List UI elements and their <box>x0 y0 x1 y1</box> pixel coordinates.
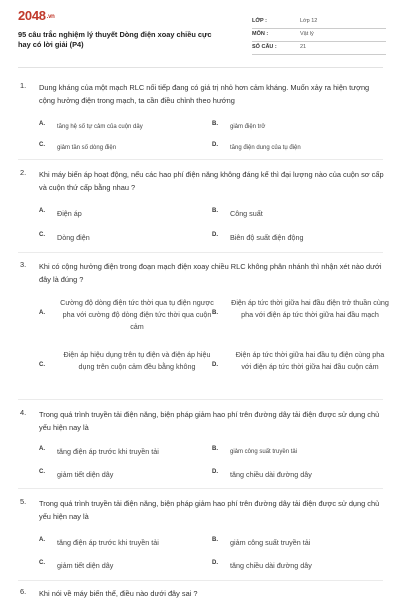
question-5 <box>20 497 385 577</box>
option-letter: D. <box>212 560 218 566</box>
option-text: giảm tiết diện dây <box>57 561 114 570</box>
meta-class-label: LỚP : <box>252 18 267 24</box>
option-letter: C. <box>39 362 45 368</box>
option-text: Công suất <box>230 209 263 218</box>
question-text: Dung kháng của một mạch RLC nối tiếp đang có giá trị nhỏ hơn cảm kháng. Muốn xảy ra hiện tượng cộng hưởng điện trong mạch, ta cần điều chỉnh theo hướng <box>39 83 370 105</box>
meta-subject-value: Vật lý <box>300 31 314 37</box>
option-text: Dòng điện <box>57 233 90 242</box>
option-letter: B. <box>212 446 218 452</box>
question-number: 1. <box>20 81 27 90</box>
question-number: 4. <box>20 408 27 417</box>
option-letter: D. <box>212 232 218 238</box>
option-text: giảm tần số dòng điện <box>57 145 117 151</box>
option-text: Cường độ dòng điện tức thời qua tụ điện ngược pha với cường độ dòng điện tức thời qua cuộn cảm <box>60 298 214 331</box>
question-text: Trong quá trình truyền tải điện năng, biện pháp giảm hao phí trên đường dây tải điện được sử dụng chủ yếu hiện nay là <box>39 499 380 521</box>
meta-class <box>252 16 386 29</box>
question-1 <box>20 81 385 156</box>
option-text: giảm công suất truyền tải <box>230 538 311 547</box>
option-text: giảm điện trở <box>230 124 266 130</box>
question-2 <box>20 168 385 248</box>
option-text: giảm tiết diện dây <box>57 470 114 479</box>
question-text: Khi máy biến áp hoạt động, nếu các hao phí điện năng không đáng kể thì đại lượng nào của cuộn sơ cấp và cuộn thứ cấp bằng nhau ? <box>39 170 384 192</box>
option-text: tăng điện dung của tụ điện <box>230 145 301 151</box>
question-text: Khi nói về máy biến thế, điều nào dưới đây sai ? <box>39 589 198 598</box>
option-text: Điện áp tức thời giữa hai đầu tụ điện cùng pha với điện áp tức thời giữa hai đầu cuộn cảm <box>235 350 385 371</box>
question-divider <box>18 159 383 160</box>
option-text: Điện áp tức thời giữa hai đầu điện trở thuần cùng pha với điện áp tức thời giữa hai đầu mạch <box>231 298 389 319</box>
option-letter: C. <box>39 232 45 238</box>
header-divider <box>18 67 383 68</box>
question-divider <box>18 252 383 253</box>
question-number: 2. <box>20 168 27 177</box>
option-text: tăng chiều dài đường dây <box>230 470 312 479</box>
meta-class-value: Lớp 12 <box>300 18 318 24</box>
question-text: Khi có cộng hưởng điện trong đoạn mạch điện xoay chiều RLC không phân nhánh thì nhận xét nào dưới đây là đúng ? <box>39 262 382 284</box>
question-4 <box>20 408 385 486</box>
option-letter: C. <box>39 560 45 566</box>
option-letter: B. <box>212 537 218 543</box>
meta-count-label: SỐ CÂU : <box>252 44 277 50</box>
option-text: giảm công suất truyền tải <box>230 449 298 455</box>
question-number: 5. <box>20 497 27 506</box>
option-text: Điện áp <box>57 209 82 218</box>
document-header <box>18 8 386 62</box>
question-divider <box>18 580 383 581</box>
meta-count-value: 21 <box>300 44 307 50</box>
option-letter: B. <box>212 310 218 316</box>
document-meta <box>252 16 386 55</box>
meta-subject-label: MÔN : <box>252 31 269 37</box>
option-text: tăng điện áp trước khi truyền tải <box>57 447 159 456</box>
option-letter: D. <box>212 142 218 148</box>
option-text: tăng hệ số tự cảm của cuộn dây <box>57 124 143 130</box>
option-letter: A. <box>39 310 45 316</box>
meta-count <box>252 42 386 55</box>
question-number: 6. <box>20 587 27 596</box>
site-logo[interactable]: 2048.vn <box>18 8 55 23</box>
option-letter: C. <box>39 142 45 148</box>
question-6 <box>20 587 385 600</box>
option-letter: A. <box>39 121 45 127</box>
option-letter: A. <box>39 446 45 452</box>
question-divider <box>18 488 383 489</box>
question-divider <box>18 399 383 400</box>
question-number: 3. <box>20 260 27 269</box>
option-letter: B. <box>212 208 218 214</box>
option-text: Biên độ suất điện động <box>230 233 304 242</box>
question-3 <box>20 260 389 395</box>
option-letter: D. <box>212 469 218 475</box>
question-text: Trong quá trình truyền tải điện năng, biện pháp giảm hao phí trên đường dây tải điện được sử dụng chủ yếu hiện nay là <box>39 410 380 432</box>
option-text: tăng chiều dài đường dây <box>230 561 312 570</box>
option-letter: B. <box>212 121 218 127</box>
option-letter: C. <box>39 469 45 475</box>
option-text: tăng điện áp trước khi truyền tải <box>57 538 159 547</box>
option-letter: A. <box>39 208 45 214</box>
option-letter: A. <box>39 537 45 543</box>
meta-subject <box>252 29 386 42</box>
option-letter: D. <box>212 362 218 368</box>
option-text: Điện áp hiệu dụng trên tụ điện và điện áp hiệu dụng trên cuộn cảm đều bằng không <box>63 350 211 371</box>
document-title: 95 câu trắc nghiệm lý thuyết Dòng điện xoay chiều cực hay có lời giải (P4) <box>18 30 212 49</box>
